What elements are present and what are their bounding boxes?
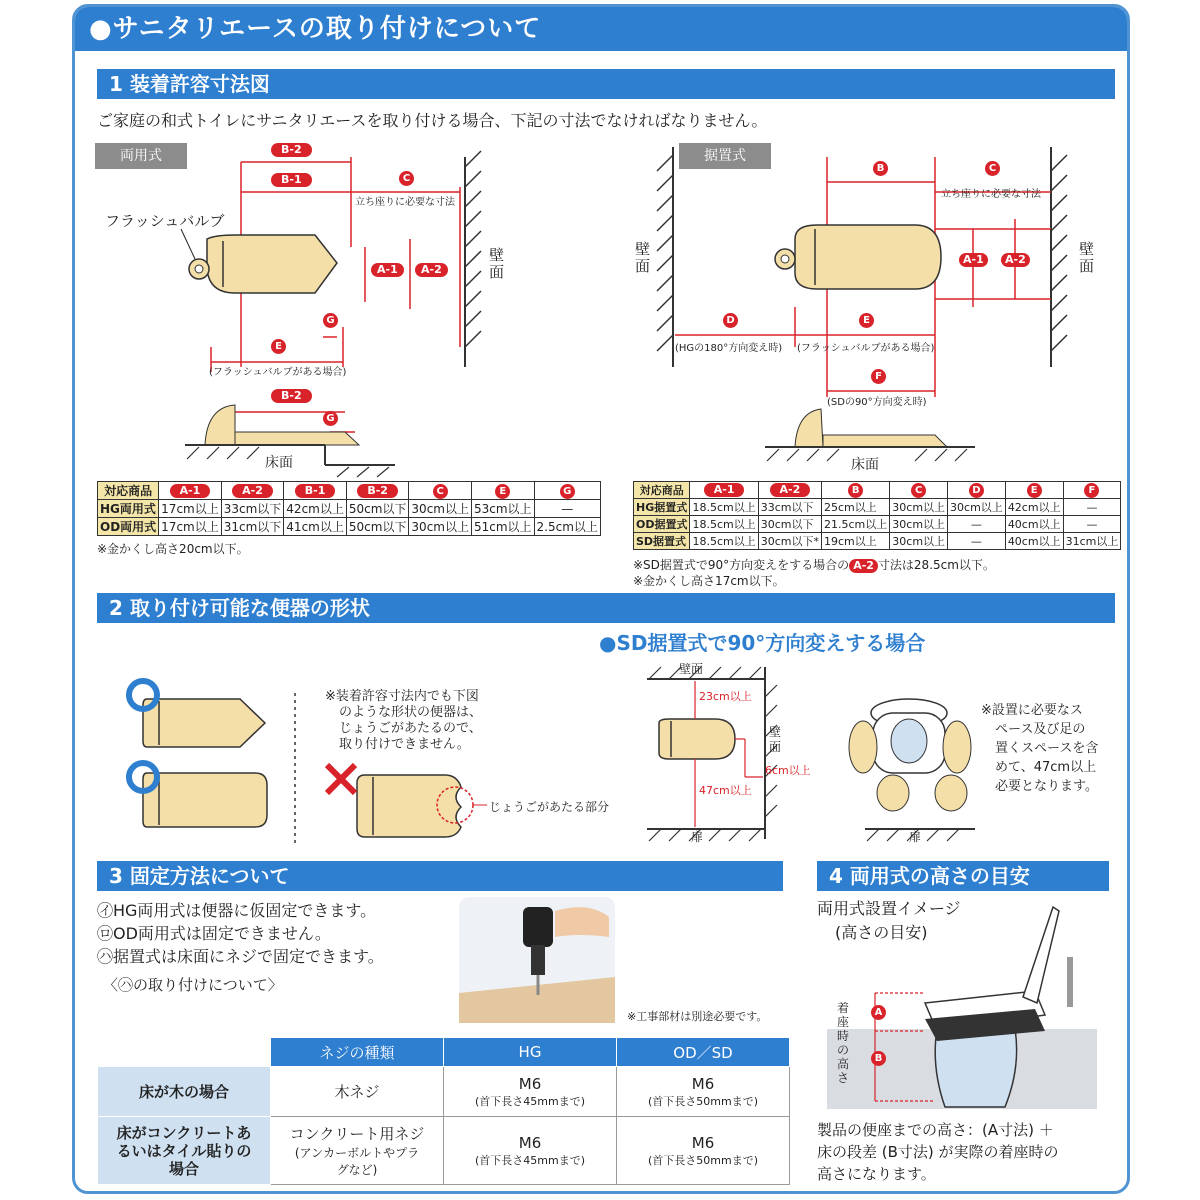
t1-cell: 17cm以上: [159, 500, 222, 518]
t2-h1: A-1: [704, 483, 745, 497]
ryoyo-wall-label: 壁面: [489, 246, 505, 281]
height-desc: [817, 1119, 1059, 1185]
t1-h0: 対応商品: [98, 482, 159, 500]
screw-type: [271, 1117, 444, 1185]
shape-note-line: のような形状の便器は、: [339, 705, 483, 720]
table2-note1-c: 寸法は28.5cm以下。: [877, 558, 995, 572]
t1-h3: B-1: [295, 484, 336, 498]
screw-h-type: ネジの種類: [271, 1038, 444, 1067]
screw-od-sub: (首下長さ50mmまで): [647, 1153, 758, 1167]
section1-heading: 1 装着許容寸法図: [97, 69, 1115, 99]
suechi-stand-label: 立ち座りに必要な寸法: [941, 189, 1041, 200]
t2-cell: —: [948, 533, 1006, 550]
t1-cell: OD両用式: [98, 518, 159, 536]
seat-height-label: 着座時の高さ: [837, 1001, 850, 1085]
label-g: G: [323, 313, 338, 328]
t1-h2: A-2: [232, 484, 273, 498]
fixing-line: ㋺OD両用式は固定できません。: [97, 924, 331, 943]
t2-cell: 25cm以上: [822, 499, 890, 516]
t2-h6: E: [1027, 483, 1042, 498]
table2-note1-a: ※SD据置式で90°方向変えをする場合の: [633, 558, 850, 572]
label-c: C: [399, 171, 414, 186]
height-desc-line: 床の段差 (B寸法) が実際の着座時の: [817, 1143, 1059, 1161]
label-b2: B-2: [271, 143, 312, 157]
fixing-line: ㋩据置式は床面にネジで固定できます。: [97, 947, 384, 966]
label-c-suechi: C: [985, 161, 1000, 176]
t2-cell: HG据置式: [634, 499, 690, 516]
t2-cell: 30cm以上: [890, 499, 948, 516]
t1-h7: G: [560, 484, 575, 499]
suechi-f-note: (SDの90°方向変え時): [827, 397, 927, 408]
t2-cell: 33cm以下: [758, 499, 821, 516]
label-b: B: [873, 161, 888, 176]
shape-note-line: ※装着許容寸法内でも下図: [325, 689, 479, 704]
sd-door1: 扉: [691, 830, 704, 844]
t2-h5: D: [969, 483, 984, 498]
sd-note-line: ペース及び足の: [995, 722, 1086, 737]
screw-h-hg: HG: [444, 1038, 617, 1067]
label-a1-suechi: A-1: [959, 253, 988, 267]
ryoyo-stand-label: 立ち座りに必要な寸法: [355, 197, 455, 208]
t1-cell: 42cm以上: [284, 500, 347, 518]
label-a1: A-1: [371, 263, 404, 277]
t2-cell: —: [948, 516, 1006, 533]
section4-heading: 4 両用式の高さの目安: [817, 861, 1109, 891]
t2-cell: 19cm以上: [822, 533, 890, 550]
table1-note: ※金かくし高さ20cm以下。: [97, 542, 249, 556]
t2-cell: 18.5cm以上: [690, 533, 758, 550]
t2-cell: 30cm以下*: [758, 533, 821, 550]
t2-cell: —: [1063, 499, 1121, 516]
t1-h4: B-2: [357, 484, 398, 498]
t1-cell: 50cm以下: [346, 500, 409, 518]
t2-cell: 40cm以上: [1005, 516, 1063, 533]
shape-note-line: 取り付けできません。: [339, 737, 470, 752]
sd-door2: 扉: [909, 830, 922, 844]
sd-title: ●SD据置式で90°方向変えする場合: [599, 631, 926, 655]
table2-note2: ※金かくし高さ17cm以下。: [633, 574, 785, 588]
screw-row-label: 床が木の場合: [98, 1067, 271, 1117]
label-e-suechi: E: [859, 313, 874, 328]
height-caption2: (高さの目安): [835, 923, 928, 942]
screw-od: [617, 1117, 790, 1185]
table-row: [98, 1117, 790, 1185]
fixing-sub: 〈㋩の取り付けについて〉: [103, 976, 283, 994]
t1-cell: HG両用式: [98, 500, 159, 518]
t2-h0: 対応商品: [634, 482, 690, 499]
label-d: D: [723, 313, 738, 328]
screw-h-od: OD／SD: [617, 1038, 790, 1067]
t2-h3: B: [848, 483, 863, 498]
label-a-height: A: [871, 1005, 886, 1020]
flush-valve-label: フラッシュバルブ: [105, 212, 225, 230]
suechi-wall-left: 壁面: [635, 240, 651, 275]
t2-h2: A-2: [770, 483, 811, 497]
t1-cell: 50cm以下: [346, 518, 409, 536]
interfere-label: じょうごがあたる部分: [489, 800, 610, 814]
suechi-tag: 据置式: [679, 143, 771, 169]
t1-cell: 30cm以上: [409, 518, 472, 536]
ryoyo-tag: 両用式: [95, 143, 187, 169]
suechi-d-note: (HGの180°方向変え時): [675, 343, 783, 354]
sd-note-line: 必要となります。: [995, 779, 1098, 794]
suechi-wall-right: 壁面: [1079, 240, 1095, 275]
sd-note-line: ※設置に必要なス: [981, 703, 1083, 718]
suechi-floor-label: 床面: [851, 457, 879, 473]
t2-cell: 21.5cm以上: [822, 516, 890, 533]
label-b-height: B: [871, 1051, 886, 1066]
height-desc-line: 高さになります。: [817, 1165, 936, 1183]
t1-cell: 33cm以下: [221, 500, 284, 518]
screw-hg-val: M6: [518, 1074, 542, 1093]
t2-cell: 31cm以上: [1063, 533, 1121, 550]
label-a2-suechi: A-2: [1001, 253, 1030, 267]
screw-type-sub: (アンカーボルトやプラグなど): [294, 1146, 420, 1177]
label-b2-side: B-2: [271, 389, 312, 403]
t2-cell: 30cm以下: [758, 516, 821, 533]
photo-note: ※工事部材は別途必要です。: [627, 1010, 768, 1023]
sd-23: 23cm以上: [699, 690, 752, 703]
sd-wall-top: 壁面: [679, 662, 704, 676]
t1-cell: 51cm以上: [471, 518, 534, 536]
screw-hg: [444, 1117, 617, 1185]
t1-cell: 17cm以上: [159, 518, 222, 536]
t1-cell: —: [534, 500, 600, 518]
label-a2: A-2: [415, 263, 448, 277]
label-b1: B-1: [271, 173, 312, 187]
t1-h1: A-1: [170, 484, 211, 498]
t2-h7: F: [1084, 483, 1099, 498]
page-title: ●サニタリエースの取り付けについて: [75, 7, 1127, 51]
sd-47: 47cm以上: [699, 784, 752, 797]
screw-od-val: M6: [691, 1133, 715, 1152]
shape-note-line: じょうごがあたるので、: [339, 721, 482, 736]
t1-h5: C: [433, 484, 448, 499]
screw-od-val: M6: [691, 1074, 715, 1093]
t2-cell: 30cm以上: [890, 516, 948, 533]
t2-cell: 18.5cm以上: [690, 499, 758, 516]
t1-cell: 53cm以上: [471, 500, 534, 518]
label-e: E: [271, 339, 286, 354]
t2-cell: OD据置式: [634, 516, 690, 533]
ryoyo-e-note: (フラッシュバルブがある場合): [209, 367, 347, 378]
section3-heading: 3 固定方法について: [97, 861, 783, 891]
sd-wall-side: 壁面: [769, 725, 782, 754]
table2-note1-pill: A-2: [849, 559, 878, 573]
sd-note-line: めて、47cm以上: [995, 760, 1097, 775]
screw-type: 木ネジ: [271, 1067, 444, 1117]
t2-cell: 30cm以上: [890, 533, 948, 550]
section2-heading: 2 取り付け可能な便器の形状: [97, 593, 1115, 623]
t1-cell: 41cm以上: [284, 518, 347, 536]
sd-6: 6cm以上: [765, 764, 811, 777]
fixing-line: ㋑HG両用式は便器に仮固定できます。: [97, 901, 377, 920]
screw-hg-sub: (首下長さ45mmまで): [474, 1153, 585, 1167]
t2-cell: SD据置式: [634, 533, 690, 550]
section1-intro: ご家庭の和式トイレにサニタリエースを取り付ける場合、下記の寸法でなければなりません。: [97, 111, 768, 130]
t2-cell: 18.5cm以上: [690, 516, 758, 533]
height-desc-line: 製品の便座までの高さ：(A寸法) ＋: [817, 1121, 1054, 1139]
t2-cell: 42cm以上: [1005, 499, 1063, 516]
t2-cell: 40cm以上: [1005, 533, 1063, 550]
suechi-e-note: (フラッシュバルブがある場合): [797, 343, 935, 354]
sd-note-line: 置くスペースを含: [995, 741, 1099, 756]
t1-cell: 2.5cm以上: [534, 518, 600, 536]
ryoyo-floor-label: 床面: [265, 455, 293, 471]
screw-row-label: 床がコンクリートあるいはタイル貼りの場合: [98, 1117, 271, 1185]
screw-type-val: コンクリート用ネジ: [289, 1125, 425, 1143]
page-frame: [72, 4, 1130, 1194]
t2-cell: —: [1063, 516, 1121, 533]
height-diagram: [75, 7, 1130, 1117]
t1-h6: E: [495, 484, 510, 499]
screw-hg-val: M6: [518, 1133, 542, 1152]
t1-cell: 30cm以上: [409, 500, 472, 518]
screw-od-sub: (首下長さ50mmまで): [647, 1094, 758, 1108]
t2-h4: C: [911, 483, 926, 498]
label-g-side: G: [323, 411, 338, 426]
screw-hg-sub: (首下長さ45mmまで): [474, 1094, 585, 1108]
height-caption1: 両用式設置イメージ: [817, 899, 961, 918]
label-f: F: [871, 369, 886, 384]
t2-cell: 30cm以上: [948, 499, 1006, 516]
t1-cell: 31cm以下: [221, 518, 284, 536]
